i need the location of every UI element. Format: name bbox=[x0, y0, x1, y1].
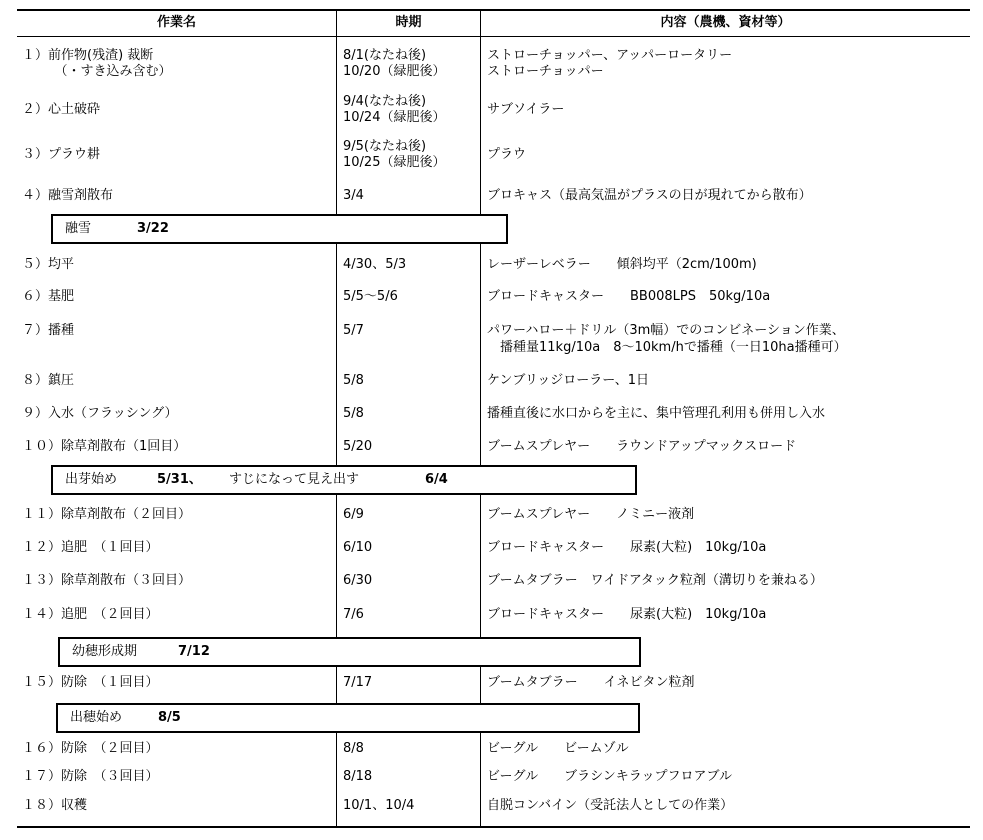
content-cell: ブロキャス（最高気温がプラスの日が現れてから散布） bbox=[487, 188, 812, 203]
period-cell: 5/20 bbox=[343, 439, 373, 454]
content-cell: ビーグル ビームゾル bbox=[487, 741, 629, 756]
period-cell: 5/8 bbox=[343, 373, 364, 388]
milestone-date: 5/31、 bbox=[157, 472, 202, 487]
task-cell: ２）心土破砕 bbox=[22, 102, 101, 117]
period-cell: 7/6 bbox=[343, 607, 364, 622]
task-cell: ８）鎮圧 bbox=[22, 373, 75, 388]
task-cell-line2: （・すき込み含む） bbox=[22, 64, 172, 79]
period-cell: 9/5(なたね後) bbox=[343, 139, 427, 154]
milestone-date: 7/12 bbox=[178, 644, 210, 659]
period-cell: 6/9 bbox=[343, 507, 364, 522]
content-cell: ケンブリッジローラー、1日 bbox=[487, 373, 650, 388]
milestone-date-2: 6/4 bbox=[425, 472, 448, 487]
task-cell: １６）防除 （２回目） bbox=[22, 741, 159, 756]
milestone-label: 出穂始め bbox=[70, 710, 123, 725]
task-cell: １７）防除 （３回目） bbox=[22, 769, 159, 784]
period-cell-line2: 10/20（緑肥後） bbox=[343, 64, 446, 79]
period-cell: 5/8 bbox=[343, 406, 364, 421]
content-cell: ビーグル ブラシンキラップフロアブル bbox=[487, 769, 732, 784]
period-cell: 9/4(なたね後) bbox=[343, 94, 427, 109]
content-cell: ストローチョッパー、アッパーロータリー bbox=[487, 48, 733, 63]
content-cell: ブロードキャスター BB008LPS 50kg/10a bbox=[487, 289, 771, 304]
task-cell: ９）入水（フラッシング） bbox=[22, 406, 178, 421]
header-period: 時期 bbox=[395, 15, 422, 30]
period-cell: 4/30、5/3 bbox=[343, 257, 407, 272]
period-cell: 5/7 bbox=[343, 323, 364, 338]
period-cell: 10/1、10/4 bbox=[343, 798, 415, 813]
task-cell: １１）除草剤散布（２回目） bbox=[22, 507, 192, 522]
milestone-emergence bbox=[51, 465, 637, 495]
content-cell: ブームタブラー イネビタン粒剤 bbox=[487, 675, 695, 690]
content-cell-line2: 播種量11kg/10a 8〜10km/hで播種（一日10ha播種可） bbox=[487, 340, 847, 355]
header-task: 作業名 bbox=[156, 15, 196, 30]
milestone-date: 3/22 bbox=[137, 221, 169, 236]
task-cell: １４）追肥 （２回目） bbox=[22, 607, 159, 622]
period-cell: 3/4 bbox=[343, 188, 364, 203]
milestone-label: 幼穂形成期 bbox=[72, 644, 138, 659]
period-cell: 8/8 bbox=[343, 741, 364, 756]
content-cell: ブームタブラー ワイドアタック粒剤（溝切りを兼ねる） bbox=[487, 573, 823, 588]
task-cell: ７）播種 bbox=[22, 323, 75, 338]
task-cell: １０）除草剤散布（1回目） bbox=[22, 439, 187, 454]
milestone-snowmelt bbox=[51, 214, 508, 244]
content-cell: ブロードキャスター 尿素(大粒) 10kg/10a bbox=[487, 607, 767, 622]
milestone-heading bbox=[56, 703, 640, 733]
period-cell: 5/5〜5/6 bbox=[343, 289, 398, 304]
content-cell: ブロードキャスター 尿素(大粒) 10kg/10a bbox=[487, 540, 767, 555]
task-cell: １）前作物(残渣) 裁断 bbox=[22, 48, 154, 63]
period-cell-line2: 10/24（緑肥後） bbox=[343, 110, 446, 125]
task-cell: ４）融雪剤散布 bbox=[22, 188, 114, 203]
table-bottom-border bbox=[17, 826, 970, 828]
milestone-label-2: すじになって見え出す bbox=[229, 472, 360, 487]
milestone-label: 融雪 bbox=[65, 221, 92, 236]
content-cell: 自脱コンバイン（受託法人としての作業） bbox=[487, 798, 734, 813]
milestone-panicle-formation bbox=[58, 637, 641, 667]
content-cell: 播種直後に水口からを主に、集中管理孔利用も併用し入水 bbox=[487, 406, 826, 421]
task-cell: １２）追肥 （１回目） bbox=[22, 540, 159, 555]
header-bottom-border bbox=[17, 36, 970, 37]
content-cell: プラウ bbox=[487, 147, 527, 162]
task-cell: ５）均平 bbox=[22, 257, 75, 272]
milestone-date: 8/5 bbox=[158, 710, 181, 725]
period-cell: 6/10 bbox=[343, 540, 373, 555]
task-cell: １５）防除 （１回目） bbox=[22, 675, 159, 690]
task-cell: １８）収穫 bbox=[22, 798, 88, 813]
content-cell: ブームスプレヤー ラウンドアップマックスロード bbox=[487, 439, 797, 454]
milestone-label: 出芽始め bbox=[65, 472, 118, 487]
header-content: 内容（農機、資材等） bbox=[660, 15, 791, 30]
content-cell: サブソイラー bbox=[487, 102, 565, 117]
period-cell: 8/18 bbox=[343, 769, 373, 784]
task-cell: ３）プラウ耕 bbox=[22, 147, 101, 162]
task-cell: ６）基肥 bbox=[22, 289, 75, 304]
task-cell: １３）除草剤散布（３回目） bbox=[22, 573, 192, 588]
period-cell: 6/30 bbox=[343, 573, 373, 588]
period-cell: 8/1(なたね後) bbox=[343, 48, 427, 63]
content-cell-line2: ストローチョッパー bbox=[487, 64, 604, 79]
content-cell: パワーハロー＋ドリル（3m幅）でのコンビネーション作業、 bbox=[487, 323, 845, 338]
period-cell: 7/17 bbox=[343, 675, 373, 690]
content-cell: ブームスプレヤー ノミニー液剤 bbox=[487, 507, 695, 522]
period-cell-line2: 10/25（緑肥後） bbox=[343, 155, 446, 170]
content-cell: レーザーレベラー 傾斜均平（2cm/100m) bbox=[487, 257, 757, 272]
